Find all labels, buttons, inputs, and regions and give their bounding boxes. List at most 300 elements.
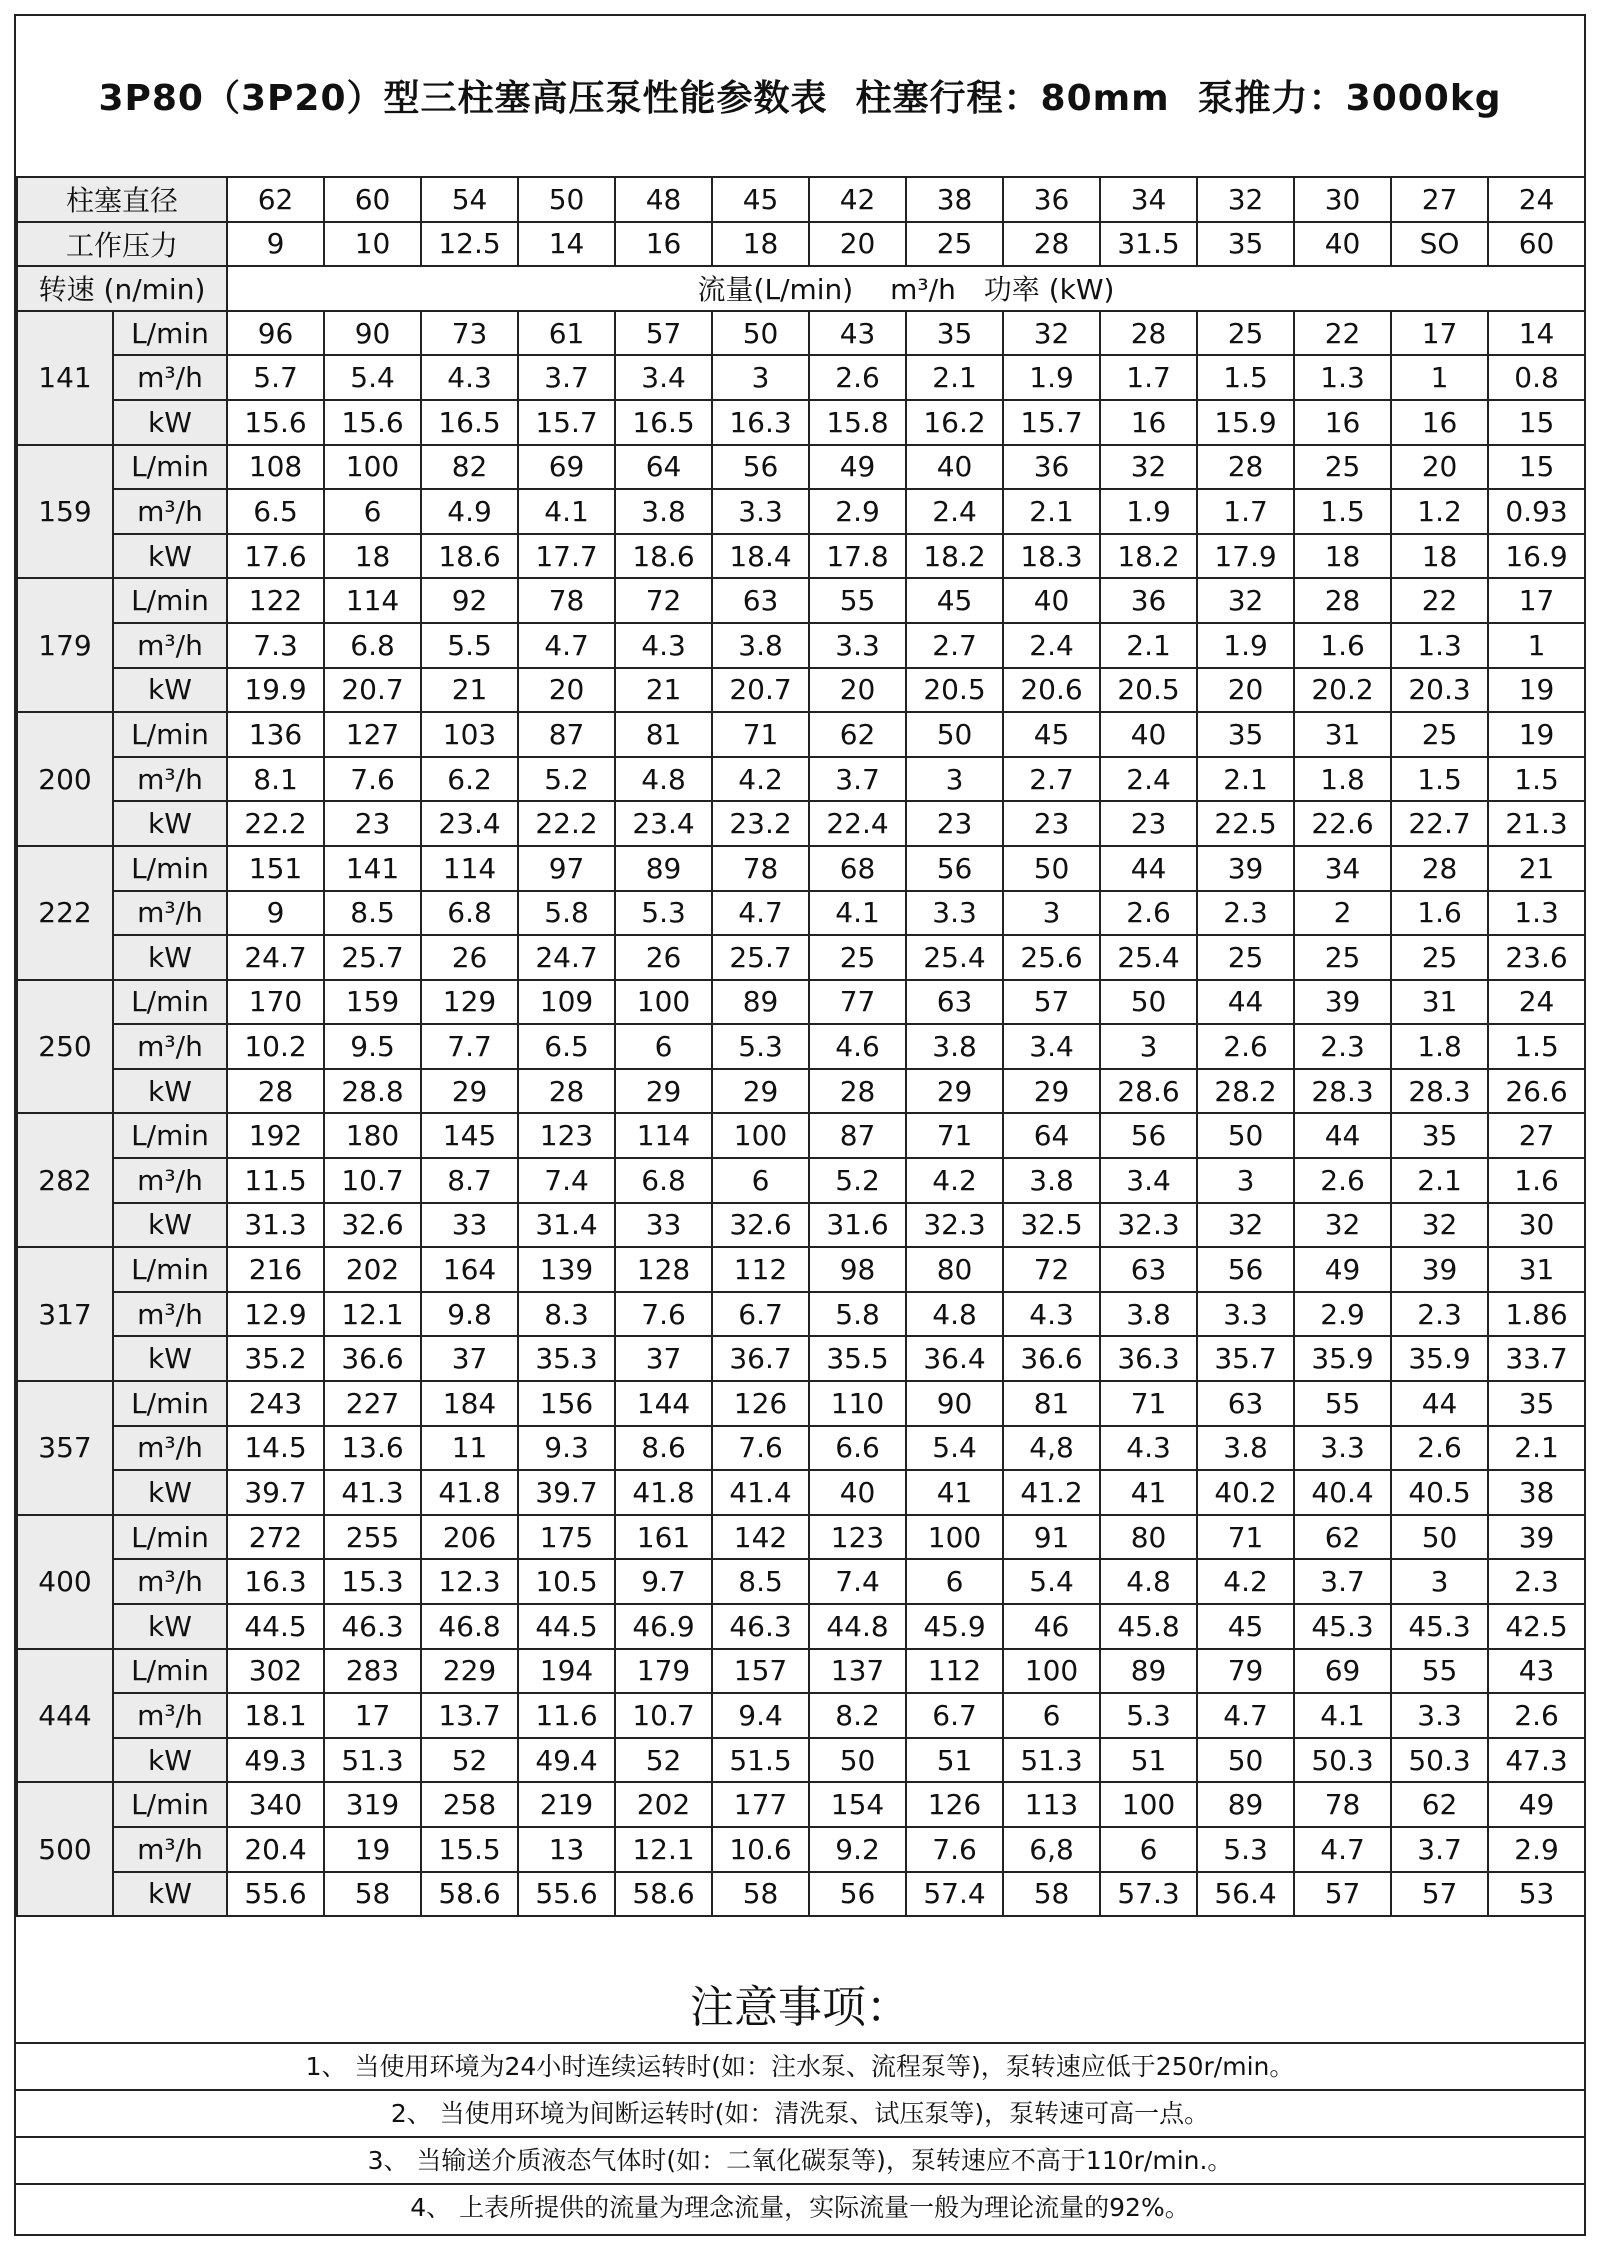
flow-m3h-cell: 9.7: [615, 1559, 712, 1604]
flow-m3h-cell: 1.5: [1294, 489, 1391, 534]
power-kw-cell: 28.8: [324, 1069, 421, 1114]
power-kw-cell: 41.4: [712, 1470, 809, 1515]
table-row: [17, 1872, 1585, 1917]
flow-lmin-cell: 25: [1294, 445, 1391, 490]
flow-m3h-cell: 4.8: [615, 757, 712, 802]
power-kw-cell: 23.4: [421, 801, 518, 846]
power-kw-cell: 15.9: [1197, 400, 1294, 445]
flow-lmin-cell: 44: [1197, 980, 1294, 1025]
flow-m3h-cell: 4.2: [906, 1158, 1003, 1203]
power-kw-cell: 19: [1488, 668, 1585, 713]
table-row: [17, 712, 1585, 757]
table-row: [17, 1426, 1585, 1471]
flow-m3h-cell: 6.8: [324, 623, 421, 668]
flow-lmin-cell: 57: [615, 311, 712, 356]
flow-m3h-cell: 20.4: [227, 1827, 324, 1872]
flow-m3h-cell: 7.6: [712, 1426, 809, 1471]
power-kw-cell: 22.7: [1391, 801, 1488, 846]
power-kw-cell: 41.2: [1003, 1470, 1100, 1515]
flow-lmin-cell: 136: [227, 712, 324, 757]
pressure-value: 18: [712, 222, 809, 267]
power-kw-cell: 18: [1391, 534, 1488, 579]
power-kw-cell: 29: [421, 1069, 518, 1114]
power-kw-cell: 15.6: [227, 400, 324, 445]
power-kw-cell: 20.5: [1100, 668, 1197, 713]
flow-m3h-cell: 8.5: [712, 1559, 809, 1604]
table-row: [17, 445, 1585, 490]
flow-lmin-cell: 89: [615, 846, 712, 891]
power-kw-cell: 40: [809, 1470, 906, 1515]
flow-lmin-cell: 77: [809, 980, 906, 1025]
diameter-value: 34: [1100, 177, 1197, 222]
flow-lmin-cell: 144: [615, 1381, 712, 1426]
flow-lmin-cell: 81: [1003, 1381, 1100, 1426]
flow-lmin-cell: 32: [1197, 578, 1294, 623]
pressure-value: 31.5: [1100, 222, 1197, 267]
flow-lmin-cell: 17: [1488, 578, 1585, 623]
power-kw-cell: 23: [1003, 801, 1100, 846]
flow-lmin-cell: 103: [421, 712, 518, 757]
table-row: [17, 801, 1585, 846]
power-kw-cell: 23: [324, 801, 421, 846]
table-row: [17, 1604, 1585, 1649]
unit-label: kW: [113, 935, 227, 980]
flow-lmin-cell: 55: [1294, 1381, 1391, 1426]
flow-m3h-cell: 12.1: [615, 1827, 712, 1872]
power-kw-cell: 41.3: [324, 1470, 421, 1515]
power-kw-cell: 28.2: [1197, 1069, 1294, 1114]
power-kw-cell: 28: [518, 1069, 615, 1114]
power-kw-cell: 35.5: [809, 1336, 906, 1381]
diameter-value: 62: [227, 177, 324, 222]
power-kw-cell: 17.8: [809, 534, 906, 579]
diameter-value: 27: [1391, 177, 1488, 222]
flow-m3h-cell: 5.3: [712, 1024, 809, 1069]
flow-lmin-cell: 78: [518, 578, 615, 623]
flow-caption: 流量(L/min) m³/h 功率 (kW): [227, 266, 1585, 311]
flow-m3h-cell: 6: [1003, 1693, 1100, 1738]
flow-m3h-cell: 4.3: [1003, 1292, 1100, 1337]
flow-m3h-cell: 5.3: [1197, 1827, 1294, 1872]
flow-lmin-cell: 159: [324, 980, 421, 1025]
flow-m3h-cell: 11.6: [518, 1693, 615, 1738]
flow-m3h-cell: 2.6: [1197, 1024, 1294, 1069]
flow-lmin-cell: 21: [1488, 846, 1585, 891]
power-kw-cell: 39.7: [518, 1470, 615, 1515]
power-kw-cell: 23.2: [712, 801, 809, 846]
flow-lmin-cell: 164: [421, 1247, 518, 1292]
power-kw-cell: 17.7: [518, 534, 615, 579]
flow-lmin-cell: 127: [324, 712, 421, 757]
flow-m3h-cell: 2.4: [1003, 623, 1100, 668]
flow-m3h-cell: 1.7: [1100, 355, 1197, 400]
table-row: [17, 1158, 1585, 1203]
flow-m3h-cell: 1.6: [1391, 891, 1488, 936]
flow-m3h-cell: 3: [1003, 891, 1100, 936]
flow-lmin-cell: 145: [421, 1113, 518, 1158]
flow-m3h-cell: 4.9: [421, 489, 518, 534]
diameter-value: 42: [809, 177, 906, 222]
flow-lmin-cell: 43: [809, 311, 906, 356]
flow-lmin-cell: 219: [518, 1782, 615, 1827]
unit-label: kW: [113, 1069, 227, 1114]
unit-label: m³/h: [113, 1827, 227, 1872]
power-kw-cell: 36.4: [906, 1336, 1003, 1381]
power-kw-cell: 46: [1003, 1604, 1100, 1649]
power-kw-cell: 18.2: [906, 534, 1003, 579]
flow-lmin-cell: 206: [421, 1515, 518, 1560]
title-main: 3P80（3P20）型三柱塞高压泵性能参数表: [98, 78, 828, 119]
flow-lmin-cell: 44: [1294, 1113, 1391, 1158]
flow-lmin-cell: 126: [712, 1381, 809, 1426]
flow-m3h-cell: 3.8: [615, 489, 712, 534]
flow-m3h-cell: 3.3: [1197, 1292, 1294, 1337]
flow-m3h-cell: 1.6: [1294, 623, 1391, 668]
power-kw-cell: 57: [1294, 1872, 1391, 1917]
flow-lmin-cell: 92: [421, 578, 518, 623]
flow-m3h-cell: 6.7: [906, 1693, 1003, 1738]
unit-label: m³/h: [113, 1292, 227, 1337]
power-kw-cell: 26.6: [1488, 1069, 1585, 1114]
flow-lmin-cell: 17: [1391, 311, 1488, 356]
flow-m3h-cell: 5.2: [518, 757, 615, 802]
power-kw-cell: 50.3: [1391, 1738, 1488, 1783]
power-kw-cell: 58: [324, 1872, 421, 1917]
unit-label: kW: [113, 1336, 227, 1381]
flow-lmin-cell: 34: [1294, 846, 1391, 891]
power-kw-cell: 57.4: [906, 1872, 1003, 1917]
notes-title: 注意事项：: [16, 1974, 1584, 2044]
power-kw-cell: 31.6: [809, 1203, 906, 1248]
flow-lmin-cell: 39: [1294, 980, 1391, 1025]
table-row: [17, 1738, 1585, 1783]
flow-m3h-cell: 6.5: [227, 489, 324, 534]
flow-m3h-cell: 6: [324, 489, 421, 534]
flow-m3h-cell: 2.9: [809, 489, 906, 534]
power-kw-cell: 20.6: [1003, 668, 1100, 713]
power-kw-cell: 15.6: [324, 400, 421, 445]
table-row: [17, 1782, 1585, 1827]
flow-lmin-cell: 64: [1003, 1113, 1100, 1158]
flow-lmin-cell: 69: [1294, 1649, 1391, 1694]
flow-m3h-cell: 5.3: [1100, 1693, 1197, 1738]
flow-m3h-cell: 7.6: [906, 1827, 1003, 1872]
flow-lmin-cell: 63: [712, 578, 809, 623]
power-kw-cell: 16: [1391, 400, 1488, 445]
power-kw-cell: 29: [712, 1069, 809, 1114]
flow-lmin-cell: 22: [1391, 578, 1488, 623]
power-kw-cell: 20.3: [1391, 668, 1488, 713]
flow-m3h-cell: 2.9: [1294, 1292, 1391, 1337]
power-kw-cell: 42.5: [1488, 1604, 1585, 1649]
power-kw-cell: 18.2: [1100, 534, 1197, 579]
unit-label: L/min: [113, 445, 227, 490]
pressure-value: 14: [518, 222, 615, 267]
flow-m3h-cell: 12.3: [421, 1559, 518, 1604]
power-kw-cell: 15: [1488, 400, 1585, 445]
power-kw-cell: 26: [421, 935, 518, 980]
power-kw-cell: 49.3: [227, 1738, 324, 1783]
power-kw-cell: 18.3: [1003, 534, 1100, 579]
pressure-value: 10: [324, 222, 421, 267]
note-item-1: 1、 当使用环境为24小时连续运转时(如：注水泵、流程泵等)，泵转速应低于250r/min。: [16, 2044, 1584, 2091]
flow-m3h-cell: 14.5: [227, 1426, 324, 1471]
flow-lmin-cell: 32: [1100, 445, 1197, 490]
flow-lmin-cell: 14: [1488, 311, 1585, 356]
flow-lmin-cell: 49: [1294, 1247, 1391, 1292]
note-item-3: 3、 当输送介质液态气体时(如：二氧化碳泵等)，泵转速应不高于110r/min.。: [16, 2138, 1584, 2185]
power-kw-cell: 39.7: [227, 1470, 324, 1515]
power-kw-cell: 53: [1488, 1872, 1585, 1917]
flow-lmin-cell: 72: [1003, 1247, 1100, 1292]
power-kw-cell: 41.8: [421, 1470, 518, 1515]
flow-m3h-cell: 4.7: [518, 623, 615, 668]
pressure-value: 25: [906, 222, 1003, 267]
flow-m3h-cell: 1.3: [1488, 891, 1585, 936]
flow-lmin-cell: 123: [518, 1113, 615, 1158]
flow-lmin-cell: 154: [809, 1782, 906, 1827]
flow-m3h-cell: 12.1: [324, 1292, 421, 1337]
flow-m3h-cell: 2.3: [1294, 1024, 1391, 1069]
flow-m3h-cell: 9.5: [324, 1024, 421, 1069]
pressure-value: 35: [1197, 222, 1294, 267]
power-kw-cell: 50: [1197, 1738, 1294, 1783]
speed-value: 357: [17, 1381, 113, 1515]
power-kw-cell: 32: [1391, 1203, 1488, 1248]
diameter-row: [17, 177, 1585, 222]
power-kw-cell: 28: [809, 1069, 906, 1114]
power-kw-cell: 25: [809, 935, 906, 980]
flow-m3h-cell: 2.1: [1197, 757, 1294, 802]
flow-m3h-cell: 18.1: [227, 1693, 324, 1738]
flow-lmin-cell: 109: [518, 980, 615, 1025]
flow-lmin-cell: 179: [615, 1649, 712, 1694]
power-kw-cell: 18.4: [712, 534, 809, 579]
power-kw-cell: 44.8: [809, 1604, 906, 1649]
flow-m3h-cell: 4.6: [809, 1024, 906, 1069]
power-kw-cell: 18: [324, 534, 421, 579]
power-kw-cell: 58.6: [421, 1872, 518, 1917]
flow-lmin-cell: 63: [1100, 1247, 1197, 1292]
pressure-value: SO: [1391, 222, 1488, 267]
flow-lmin-cell: 35: [1488, 1381, 1585, 1426]
speed-value: 500: [17, 1782, 113, 1916]
pressure-value: 20: [809, 222, 906, 267]
flow-m3h-cell: 3: [712, 355, 809, 400]
flow-lmin-cell: 202: [615, 1782, 712, 1827]
flow-lmin-cell: 180: [324, 1113, 421, 1158]
power-kw-cell: 24.7: [227, 935, 324, 980]
flow-m3h-cell: 4.1: [809, 891, 906, 936]
unit-label: kW: [113, 668, 227, 713]
power-kw-cell: 22.6: [1294, 801, 1391, 846]
flow-lmin-cell: 50: [1100, 980, 1197, 1025]
flow-m3h-cell: 5.4: [1003, 1559, 1100, 1604]
pressure-value: 9: [227, 222, 324, 267]
title-stroke: 柱塞行程：80mm: [855, 78, 1170, 119]
flow-m3h-cell: 3: [1391, 1559, 1488, 1604]
power-kw-cell: 28.3: [1391, 1069, 1488, 1114]
flow-m3h-cell: 7.4: [809, 1559, 906, 1604]
page-title: [0, 70, 1600, 121]
unit-label: kW: [113, 1604, 227, 1649]
power-kw-cell: 35.9: [1391, 1336, 1488, 1381]
title-thrust: 泵推力：3000kg: [1197, 78, 1502, 119]
flow-lmin-cell: 139: [518, 1247, 615, 1292]
table-row: [17, 1247, 1585, 1292]
table-row: [17, 1381, 1585, 1426]
table-body: [17, 177, 1585, 1916]
power-kw-cell: 20.2: [1294, 668, 1391, 713]
flow-lmin-cell: 161: [615, 1515, 712, 1560]
power-kw-cell: 41: [1100, 1470, 1197, 1515]
flow-m3h-cell: 4.8: [1100, 1559, 1197, 1604]
flow-m3h-cell: 3.7: [809, 757, 906, 802]
power-kw-cell: 25.7: [712, 935, 809, 980]
power-kw-cell: 49.4: [518, 1738, 615, 1783]
flow-lmin-cell: 113: [1003, 1782, 1100, 1827]
power-kw-cell: 55.6: [518, 1872, 615, 1917]
power-kw-cell: 44.5: [518, 1604, 615, 1649]
table-row: [17, 891, 1585, 936]
power-kw-cell: 47.3: [1488, 1738, 1585, 1783]
flow-lmin-cell: 50: [1003, 846, 1100, 891]
flow-lmin-cell: 283: [324, 1649, 421, 1694]
flow-lmin-cell: 40: [906, 445, 1003, 490]
power-kw-cell: 58.6: [615, 1872, 712, 1917]
flow-lmin-cell: 81: [615, 712, 712, 757]
flow-lmin-cell: 71: [906, 1113, 1003, 1158]
flow-m3h-cell: 4.1: [1294, 1693, 1391, 1738]
flow-lmin-cell: 90: [906, 1381, 1003, 1426]
flow-m3h-cell: 19: [324, 1827, 421, 1872]
flow-m3h-cell: 9.2: [809, 1827, 906, 1872]
power-kw-cell: 35.7: [1197, 1336, 1294, 1381]
flow-m3h-cell: 2.9: [1488, 1827, 1585, 1872]
power-kw-cell: 46.3: [324, 1604, 421, 1649]
flow-m3h-cell: 4.3: [615, 623, 712, 668]
flow-m3h-cell: 3.8: [1003, 1158, 1100, 1203]
flow-lmin-cell: 62: [1294, 1515, 1391, 1560]
flow-m3h-cell: 3.3: [1391, 1693, 1488, 1738]
flow-m3h-cell: 0.93: [1488, 489, 1585, 534]
flow-lmin-cell: 100: [1100, 1782, 1197, 1827]
power-kw-cell: 36.7: [712, 1336, 809, 1381]
flow-m3h-cell: 2.4: [1100, 757, 1197, 802]
power-kw-cell: 36.3: [1100, 1336, 1197, 1381]
flow-lmin-cell: 100: [324, 445, 421, 490]
flow-lmin-cell: 71: [1197, 1515, 1294, 1560]
flow-m3h-cell: 6: [615, 1024, 712, 1069]
flow-m3h-cell: 5.7: [227, 355, 324, 400]
flow-m3h-cell: 13.7: [421, 1693, 518, 1738]
power-kw-cell: 32.6: [712, 1203, 809, 1248]
flow-m3h-cell: 10.7: [615, 1693, 712, 1738]
flow-lmin-cell: 255: [324, 1515, 421, 1560]
table-row: [17, 1024, 1585, 1069]
unit-label: kW: [113, 1738, 227, 1783]
pressure-label: 工作压力: [17, 222, 227, 267]
flow-m3h-cell: 3.3: [809, 623, 906, 668]
flow-m3h-cell: 7.4: [518, 1158, 615, 1203]
flow-m3h-cell: 4.2: [712, 757, 809, 802]
flow-lmin-cell: 32: [1003, 311, 1100, 356]
unit-label: kW: [113, 1203, 227, 1248]
flow-m3h-cell: 1.2: [1391, 489, 1488, 534]
flow-m3h-cell: 4.3: [1100, 1426, 1197, 1471]
speed-value: 250: [17, 980, 113, 1114]
power-kw-cell: 19.9: [227, 668, 324, 713]
flow-m3h-cell: 1.9: [1003, 355, 1100, 400]
flow-lmin-cell: 56: [906, 846, 1003, 891]
flow-m3h-cell: 8.5: [324, 891, 421, 936]
flow-lmin-cell: 96: [227, 311, 324, 356]
flow-m3h-cell: 1: [1488, 623, 1585, 668]
power-kw-cell: 58: [1003, 1872, 1100, 1917]
speed-value: 222: [17, 846, 113, 980]
flow-m3h-cell: 2.6: [1488, 1693, 1585, 1738]
flow-m3h-cell: 5.2: [809, 1158, 906, 1203]
power-kw-cell: 23: [906, 801, 1003, 846]
flow-m3h-cell: 4.8: [906, 1292, 1003, 1337]
power-kw-cell: 15.7: [518, 400, 615, 445]
power-kw-cell: 20.7: [712, 668, 809, 713]
power-kw-cell: 15.7: [1003, 400, 1100, 445]
table-row: [17, 1113, 1585, 1158]
power-kw-cell: 45.9: [906, 1604, 1003, 1649]
unit-label: m³/h: [113, 1693, 227, 1738]
flow-lmin-cell: 141: [324, 846, 421, 891]
power-kw-cell: 20.7: [324, 668, 421, 713]
speed-value: 141: [17, 311, 113, 445]
flow-m3h-cell: 3.7: [518, 355, 615, 400]
power-kw-cell: 16.2: [906, 400, 1003, 445]
power-kw-cell: 18.6: [421, 534, 518, 579]
flow-m3h-cell: 4.3: [421, 355, 518, 400]
power-kw-cell: 16.3: [712, 400, 809, 445]
note-item-4: 4、 上表所提供的流量为理念流量，实际流量一般为理论流量的92%。: [410, 2193, 1190, 2222]
flow-m3h-cell: 2.7: [906, 623, 1003, 668]
power-kw-cell: 31.4: [518, 1203, 615, 1248]
flow-lmin-cell: 35: [906, 311, 1003, 356]
power-kw-cell: 26: [615, 935, 712, 980]
power-kw-cell: 33: [421, 1203, 518, 1248]
flow-lmin-cell: 20: [1391, 445, 1488, 490]
flow-m3h-cell: 1.6: [1488, 1158, 1585, 1203]
unit-label: m³/h: [113, 891, 227, 936]
power-kw-cell: 24.7: [518, 935, 615, 980]
flow-lmin-cell: 57: [1003, 980, 1100, 1025]
flow-m3h-cell: 4.7: [1197, 1693, 1294, 1738]
flow-lmin-cell: 63: [1197, 1381, 1294, 1426]
power-kw-cell: 25.4: [1100, 935, 1197, 980]
flow-m3h-cell: 8.2: [809, 1693, 906, 1738]
power-kw-cell: 20: [809, 668, 906, 713]
power-kw-cell: 32: [1197, 1203, 1294, 1248]
flow-m3h-cell: 1.3: [1294, 355, 1391, 400]
flow-lmin-cell: 49: [809, 445, 906, 490]
power-kw-cell: 18: [1294, 534, 1391, 579]
flow-m3h-cell: 15.5: [421, 1827, 518, 1872]
power-kw-cell: 51: [1100, 1738, 1197, 1783]
flow-m3h-cell: 2.1: [1003, 489, 1100, 534]
flow-lmin-cell: 192: [227, 1113, 324, 1158]
table-row: [17, 311, 1585, 356]
flow-m3h-cell: 2.1: [1391, 1158, 1488, 1203]
flow-m3h-cell: 8.6: [615, 1426, 712, 1471]
flow-lmin-cell: 78: [1294, 1782, 1391, 1827]
flow-m3h-cell: 3: [906, 757, 1003, 802]
